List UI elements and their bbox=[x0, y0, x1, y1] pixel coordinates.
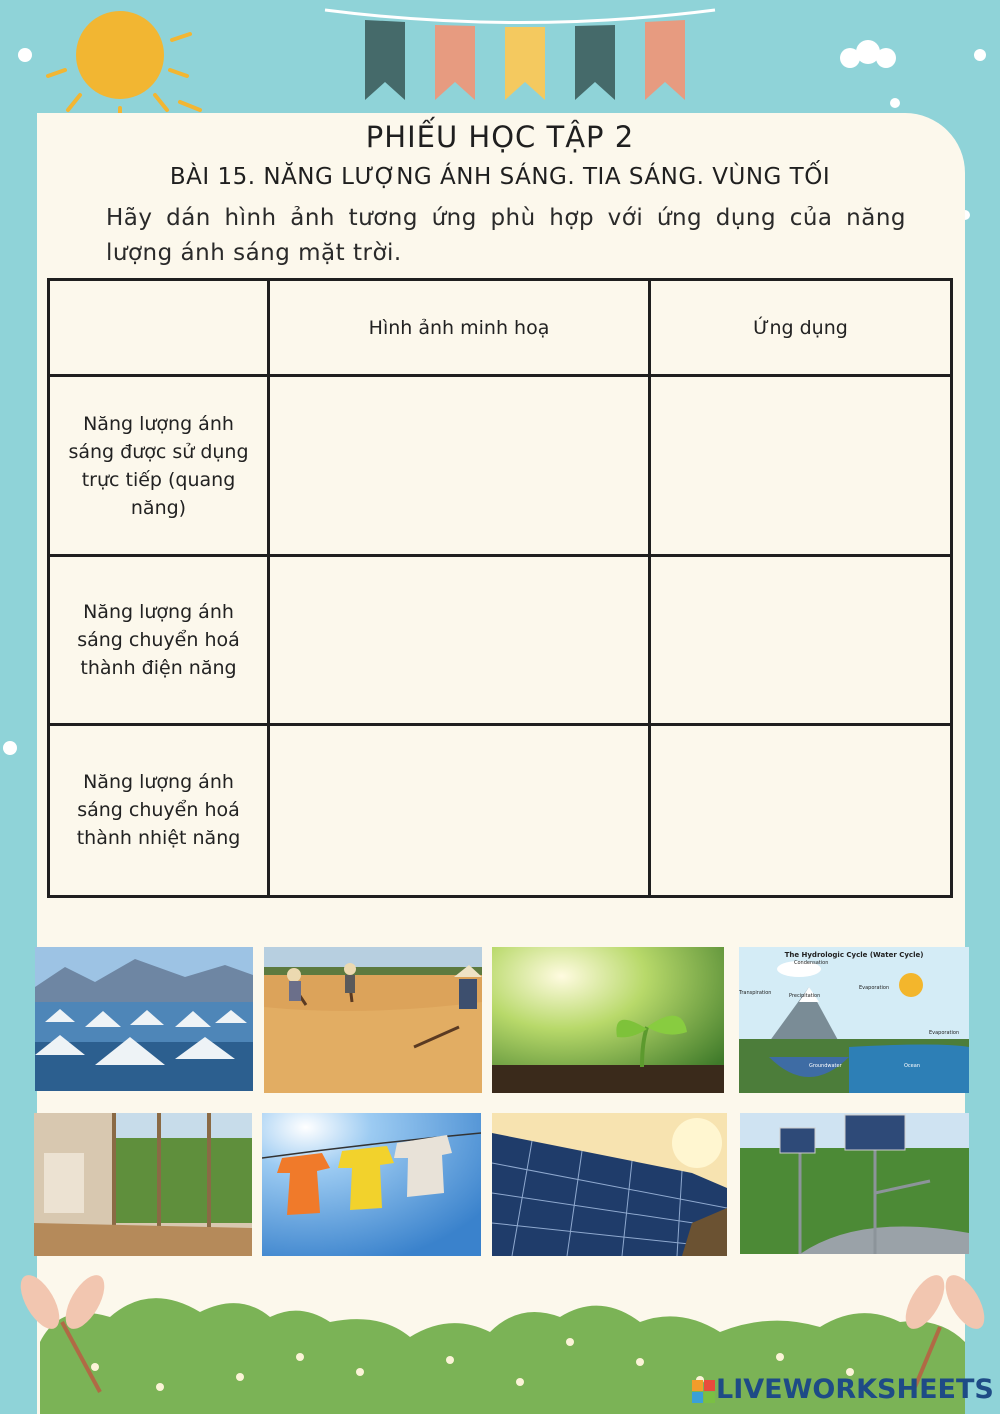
table-row bbox=[49, 724, 952, 896]
solar-street-lights-photo[interactable] bbox=[740, 1113, 969, 1254]
sunlit-room-photo[interactable] bbox=[34, 1113, 252, 1256]
application-drop-zone[interactable] bbox=[650, 556, 952, 724]
row-label: Năng lượng ánh sáng chuyển hoá thành điện năng bbox=[49, 556, 269, 724]
image-drop-zone[interactable] bbox=[269, 376, 650, 556]
diagram-label: Groundwater bbox=[809, 1063, 842, 1069]
diagram-label: Ocean bbox=[904, 1063, 920, 1069]
worksheet-title: PHIẾU HỌC TẬP 2 bbox=[365, 120, 635, 154]
diagram-label: Precipitation bbox=[789, 993, 821, 999]
diagram-title: The Hydrologic Cycle (Water Cycle) bbox=[784, 951, 924, 959]
row-label: Năng lượng ánh sáng chuyển hoá thành nhiệt năng bbox=[49, 724, 269, 896]
diagram-label: Condensation bbox=[794, 960, 829, 966]
image-drop-zone[interactable] bbox=[269, 556, 650, 724]
table-row bbox=[49, 376, 952, 556]
drying-rice-photo[interactable] bbox=[264, 947, 482, 1093]
application-drop-zone[interactable] bbox=[650, 376, 952, 556]
drying-clothes-photo[interactable] bbox=[262, 1113, 481, 1256]
lesson-title: BÀI 15. NĂNG LƯỢNG ÁNH SÁNG. TIA SÁNG. VÙNG TỐI bbox=[169, 164, 831, 190]
diagram-label: Transpiration bbox=[739, 990, 772, 996]
seedling-sunlight-photo[interactable] bbox=[492, 947, 724, 1093]
water-cycle-diagram[interactable] bbox=[739, 947, 969, 1093]
watermark-text: LIVEWORKSHEETS bbox=[716, 1374, 994, 1405]
row-label: Năng lượng ánh sáng được sử dụng trực tiếp (quang năng) bbox=[49, 376, 269, 556]
header-cell bbox=[49, 280, 269, 376]
image-drop-zone[interactable] bbox=[269, 724, 650, 896]
instruction-text: Hãy dán hình ảnh tương ứng phù hợp với ứng dụng của năng lượng ánh sáng mặt trời. bbox=[106, 205, 906, 266]
header-cell: Ứng dụng bbox=[650, 280, 952, 376]
table-header-row bbox=[49, 280, 952, 376]
diagram-label: Evaporation bbox=[929, 1030, 960, 1036]
header-cell: Hình ảnh minh hoạ bbox=[269, 280, 650, 376]
table-row bbox=[49, 556, 952, 724]
answer-table bbox=[47, 278, 953, 898]
solar-panels-photo[interactable] bbox=[492, 1113, 727, 1256]
liveworksheets-watermark bbox=[716, 1374, 994, 1408]
liveworksheets-logo-icon bbox=[692, 1378, 716, 1406]
application-drop-zone[interactable] bbox=[650, 724, 952, 896]
salt-fields-photo[interactable] bbox=[35, 947, 253, 1091]
diagram-label: Evaporation bbox=[859, 985, 890, 991]
